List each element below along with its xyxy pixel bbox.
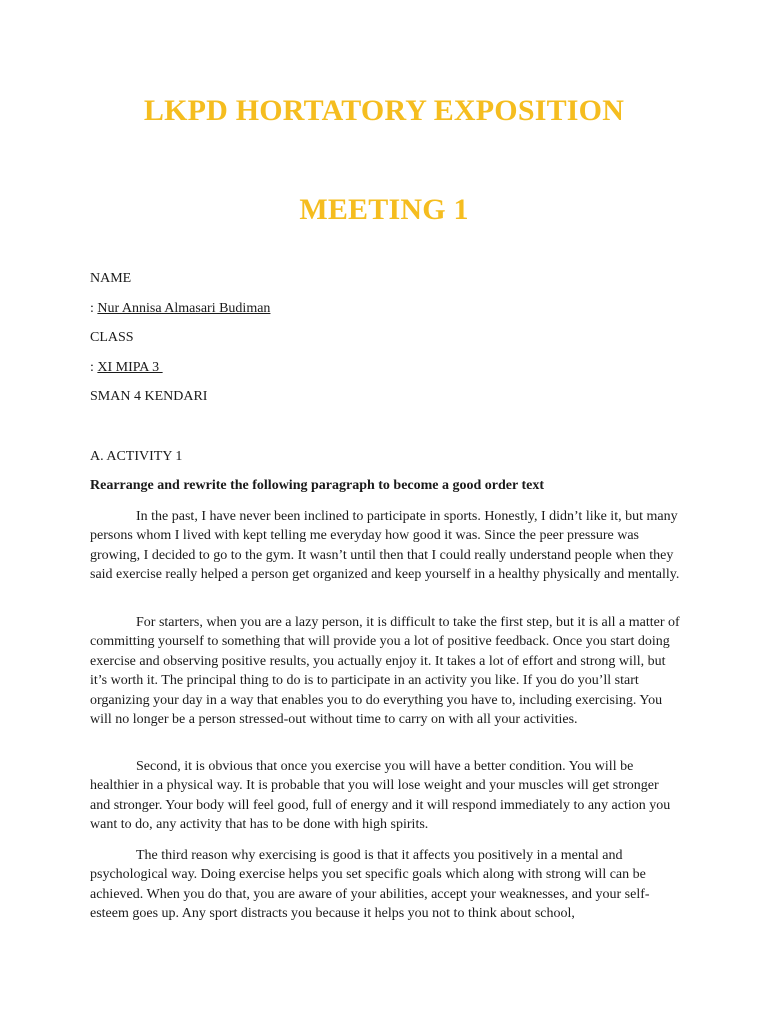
- name-value: Nur Annisa Almasari Budiman: [97, 301, 271, 316]
- activity-heading: A. ACTIVITY 1: [90, 449, 183, 464]
- class-prefix: :: [90, 360, 98, 375]
- paragraph-3: Second, it is obvious that once you exercise you will have a better condition. You will be healthier in a physical way. It is probable that you will lose weight and your muscles will get stronger and stronger. Your body will feel good, full of energy and it will respond immediately to any action you want to do, any activity that has to be done with high spirits.: [90, 759, 671, 833]
- name-label: NAME: [90, 271, 132, 286]
- class-label: CLASS: [90, 330, 134, 345]
- paragraph-4: The third reason why exercising is good is that it affects you positively in a mental and psychological way. Doing exercise helps you set specific goals which along with strong will can be achieved. When you do that, you are aware of your abilities, accept your weaknesses, and your self-esteem goes up. Any sport distracts you because it helps you not to think about school,: [90, 848, 650, 922]
- school-name: SMAN 4 KENDARI: [90, 389, 208, 404]
- paragraph-2: For starters, when you are a lazy person, it is difficult to take the first step, but it is all a matter of committing yourself to something that will provide you a lot of positive feedback. Once you start doing exercise and observing positive results, you actually enjoy it. It takes a lot of effort and strong will, but it’s worth it. The principal thing to do is to participate in an activity you like. If you do you’ll start organizing your day in a way that enables you to do everything you have to, including exercising. You will no longer be a person stressed-out without time to carry on with all your activities.: [90, 615, 680, 728]
- document-title: LKPD HORTATORY EXPOSITION: [143, 94, 625, 127]
- name-line: [90, 300, 270, 318]
- name-prefix: :: [90, 301, 98, 316]
- class-value: XI MIPA 3: [97, 360, 163, 375]
- class-line: [90, 359, 163, 377]
- meeting-heading: MEETING 1: [299, 193, 469, 226]
- paragraph-1: In the past, I have never been inclined to participate in sports. Honestly, I didn’t like it, but many persons whom I lived with kept telling me everyday how good it was. Since the peer pressure was growing, I decided to go to the gym. It wasn’t until then that I could really understand people when they said exercise really helped a person get organized and keep yourself in a healthy physically and mentally.: [90, 509, 680, 583]
- activity-instruction: Rearrange and rewrite the following paragraph to become a good order text: [90, 478, 545, 493]
